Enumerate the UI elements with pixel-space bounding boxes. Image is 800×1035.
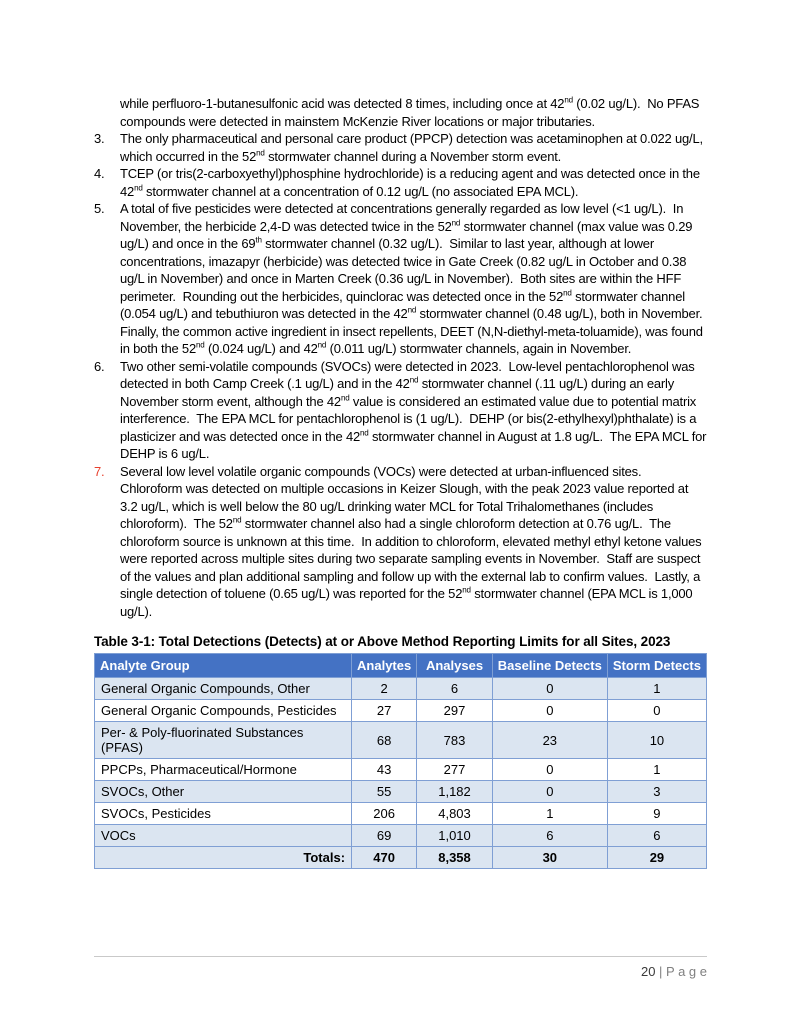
table-cell: 277 bbox=[417, 759, 493, 781]
table-cell: Totals: bbox=[95, 847, 352, 869]
table-row bbox=[95, 781, 707, 803]
page-footer bbox=[94, 956, 707, 979]
body-content bbox=[94, 95, 710, 620]
table-cell: 0 bbox=[492, 700, 607, 722]
list-item-text: Several low level volatile organic compounds (VOCs) were detected at urban-influenced sites. Chloroform was detected on multiple occasions in Keizer Slough, with the peak 2023 value reported at 3.2 ug/L, which is well below the 80 ug/L drinking water MCL for Total Trihalomethanes (includes chloroform). The 52nd stormwater channel also had a single chloroform detection at 0.76 ug/L. The chloroform source is unknown at this time. In addition to chloroform, elevated methyl ethyl ketone values were reported across multiple sites during two separate sampling events in November. Staff are suspect of the values and plan additional sampling and follow up with the external lab to confirm values. Lastly, a single detection of toluene (0.65 ug/L) was reported for the 52nd stormwater channel (EPA MCL is 1,000 ug/L). bbox=[120, 463, 705, 619]
table-cell: 783 bbox=[417, 722, 493, 759]
page-suffix: | P a g e bbox=[655, 964, 707, 979]
list-item-text: A total of five pesticides were detected at concentrations generally regarded as low level (<1 ug/L). In November, the herbicide 2,4-D was detected twice in the 52nd stormwater channel (max value was 0.29 ug/L) and once in the 69th stormwater channel (0.32 ug/L). Similar to last year, although at lower concentrations, imazapyr (herbicide) was detected twice in Gate Creek (0.82 ug/L in October and 0.38 ug/L in November) and once in Marten Creek (0.36 ug/L in November). Both sites are within the HFF perimeter. Rounding out the herbicides, quinclorac was detected once in the 52nd stormwater channel (0.054 ug/L) and tebuthiuron was detected in the 42nd stormwater channel (0.48 ug/L), both in November. Finally, the common active ingredient in insect repellents, DEET (N,N-diethyl-meta-toluamide), was found in both the 52nd (0.024 ug/L) and 42nd (0.011 ug/L) stormwater channels, again in November. bbox=[120, 201, 710, 356]
list-item-number bbox=[94, 95, 120, 130]
list-item-text: while perfluoro-1-butanesulfonic acid was detected 8 times, including once at 42nd (0.02 ug/L). No PFAS compounds were detected in mainstem McKenzie River locations or major tributaries. bbox=[120, 95, 703, 129]
table-cell: 55 bbox=[352, 781, 417, 803]
table-cell: SVOCs, Pesticides bbox=[95, 803, 352, 825]
table-cell: 0 bbox=[492, 759, 607, 781]
table-cell: General Organic Compounds, Other bbox=[95, 678, 352, 700]
list-item bbox=[94, 95, 707, 130]
table-totals-row bbox=[95, 847, 707, 869]
list-item-number: 5. bbox=[94, 201, 105, 216]
table-cell: 4,803 bbox=[417, 803, 493, 825]
list-item-number: 4. bbox=[94, 166, 105, 181]
table-row bbox=[95, 759, 707, 781]
table-row bbox=[95, 700, 707, 722]
list-item bbox=[94, 130, 707, 165]
table-cell: 69 bbox=[352, 825, 417, 847]
table-caption: Table 3-1: Total Detections (Detects) at or Above Method Reporting Limits for all Sites, 2023 bbox=[94, 634, 671, 649]
table-header-cell: Storm Detects bbox=[607, 654, 706, 678]
table-header-cell: Analyte Group bbox=[95, 654, 352, 678]
detections-table bbox=[94, 653, 707, 869]
list-item bbox=[94, 463, 707, 621]
table-cell: 10 bbox=[607, 722, 706, 759]
table-cell: 0 bbox=[492, 781, 607, 803]
list-item-text: The only pharmaceutical and personal care product (PPCP) detection was acetaminophen at 0.022 ug/L, which occurred in the 52nd stormwater channel during a November storm event. bbox=[120, 131, 707, 164]
table-cell: 3 bbox=[607, 781, 706, 803]
table-cell: 6 bbox=[607, 825, 706, 847]
table-cell: 6 bbox=[417, 678, 493, 700]
table-cell: 23 bbox=[492, 722, 607, 759]
table-cell: General Organic Compounds, Pesticides bbox=[95, 700, 352, 722]
table-cell: 30 bbox=[492, 847, 607, 869]
list-item-number: 3. bbox=[94, 131, 105, 146]
table-cell: Per- & Poly-fluorinated Substances (PFAS) bbox=[95, 722, 352, 759]
table-header-row bbox=[95, 654, 707, 678]
table-header-cell: Analyses bbox=[417, 654, 493, 678]
table-cell: PPCPs, Pharmaceutical/Hormone bbox=[95, 759, 352, 781]
list-item bbox=[94, 200, 710, 358]
table-cell: 1 bbox=[492, 803, 607, 825]
table-cell: 9 bbox=[607, 803, 706, 825]
table-cell: 1,182 bbox=[417, 781, 493, 803]
table-cell: 68 bbox=[352, 722, 417, 759]
table-cell: 2 bbox=[352, 678, 417, 700]
table-cell: 0 bbox=[607, 700, 706, 722]
page-number: 20 bbox=[640, 964, 656, 979]
list-item bbox=[94, 165, 707, 200]
table-cell: 1 bbox=[607, 678, 706, 700]
table-row bbox=[95, 678, 707, 700]
table-cell: 1 bbox=[607, 759, 706, 781]
table-cell: 8,358 bbox=[417, 847, 493, 869]
list-item bbox=[94, 358, 710, 463]
list-item-number: 7. bbox=[94, 463, 105, 479]
table-body bbox=[95, 678, 707, 869]
list-item-text: TCEP (or tris(2-carboxyethyl)phosphine hydrochloride) is a reducing agent and was detected once in the 42nd stormwater channel at a concentration of 0.12 ug/L (no associated EPA MCL). bbox=[120, 166, 704, 199]
table-cell: 297 bbox=[417, 700, 493, 722]
table-cell: 27 bbox=[352, 700, 417, 722]
table-cell: 1,010 bbox=[417, 825, 493, 847]
list-item-number: 6. bbox=[94, 358, 105, 374]
table-cell: SVOCs, Other bbox=[95, 781, 352, 803]
table-cell: 206 bbox=[352, 803, 417, 825]
list-item-text: Two other semi-volatile compounds (SVOCs) were detected in 2023. Low-level pentachlorophenol was detected in both Camp Creek (.1 ug/L) and in the 42nd stormwater channel (.11 ug/L) during an early November storm event, although the 42nd value is considered an estimated value due to potential matrix interference. The EPA MCL for pentachlorophenol is (1 ug/L). DEHP (or bis(2-ethylhexyl)phthalate) is a plasticizer and was detected once in the 42nd stormwater channel in August at 1.8 ug/L. The EPA MCL for DEHP is 6 ug/L. bbox=[120, 358, 710, 461]
table-cell: 43 bbox=[352, 759, 417, 781]
table-cell: VOCs bbox=[95, 825, 352, 847]
table-cell: 0 bbox=[492, 678, 607, 700]
table-header-cell: Baseline Detects bbox=[492, 654, 607, 678]
table-cell: 29 bbox=[607, 847, 706, 869]
table-row bbox=[95, 803, 707, 825]
table-header-cell: Analytes bbox=[352, 654, 417, 678]
table-row bbox=[95, 825, 707, 847]
table-cell: 6 bbox=[492, 825, 607, 847]
table-cell: 470 bbox=[352, 847, 417, 869]
table-row bbox=[95, 722, 707, 759]
